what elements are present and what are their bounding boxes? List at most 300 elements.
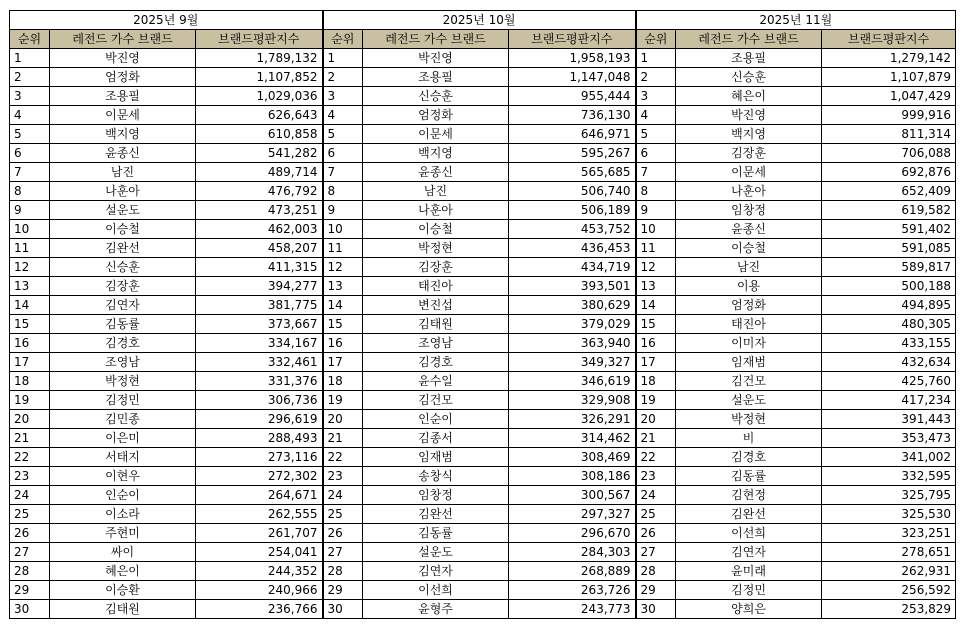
table-row bbox=[10, 144, 956, 163]
rank-cell: 3 bbox=[323, 87, 363, 106]
rank-cell: 22 bbox=[323, 448, 363, 467]
singer-name-cell: 남진 bbox=[50, 163, 196, 182]
reputation-index-cell: 433,155 bbox=[822, 334, 956, 353]
singer-name-cell: 이선희 bbox=[363, 581, 509, 600]
table-row bbox=[10, 68, 956, 87]
rank-cell: 14 bbox=[10, 296, 50, 315]
rank-cell: 14 bbox=[636, 296, 676, 315]
rank-cell: 1 bbox=[10, 49, 50, 68]
rank-cell: 30 bbox=[636, 600, 676, 619]
rank-cell: 5 bbox=[636, 125, 676, 144]
rank-cell: 19 bbox=[10, 391, 50, 410]
singer-name-cell: 박진영 bbox=[50, 49, 196, 68]
table-row bbox=[10, 505, 956, 524]
rank-cell: 18 bbox=[636, 372, 676, 391]
reputation-index-cell: 1,107,852 bbox=[196, 68, 323, 87]
reputation-index-cell: 999,916 bbox=[822, 106, 956, 125]
reputation-index-cell: 325,795 bbox=[822, 486, 956, 505]
singer-name-cell: 박진영 bbox=[676, 106, 822, 125]
reputation-index-cell: 425,760 bbox=[822, 372, 956, 391]
reputation-index-cell: 1,107,879 bbox=[822, 68, 956, 87]
singer-name-cell: 김건모 bbox=[363, 391, 509, 410]
rank-cell: 9 bbox=[636, 201, 676, 220]
index-header: 브랜드평판지수 bbox=[196, 30, 323, 49]
singer-name-cell: 박진영 bbox=[363, 49, 509, 68]
reputation-index-cell: 332,595 bbox=[822, 467, 956, 486]
rank-cell: 3 bbox=[636, 87, 676, 106]
rank-cell: 10 bbox=[323, 220, 363, 239]
singer-name-cell: 김현정 bbox=[676, 486, 822, 505]
rank-cell: 6 bbox=[323, 144, 363, 163]
table-row bbox=[10, 277, 956, 296]
reputation-index-cell: 272,302 bbox=[196, 467, 323, 486]
singer-name-cell: 임재범 bbox=[363, 448, 509, 467]
singer-name-cell: 엄정화 bbox=[50, 68, 196, 87]
table-row bbox=[10, 429, 956, 448]
singer-name-cell: 이소라 bbox=[50, 505, 196, 524]
rank-cell: 17 bbox=[10, 353, 50, 372]
rank-cell: 5 bbox=[10, 125, 50, 144]
reputation-index-cell: 706,088 bbox=[822, 144, 956, 163]
rank-cell: 4 bbox=[636, 106, 676, 125]
singer-name-cell: 남진 bbox=[363, 182, 509, 201]
table-row bbox=[10, 258, 956, 277]
reputation-index-cell: 381,775 bbox=[196, 296, 323, 315]
rank-cell: 15 bbox=[10, 315, 50, 334]
reputation-index-cell: 268,889 bbox=[509, 562, 636, 581]
singer-name-cell: 혜은이 bbox=[50, 562, 196, 581]
reputation-index-cell: 236,766 bbox=[196, 600, 323, 619]
table-row bbox=[10, 163, 956, 182]
reputation-index-cell: 363,940 bbox=[509, 334, 636, 353]
column-header-row bbox=[10, 30, 956, 49]
singer-name-cell: 이문세 bbox=[676, 163, 822, 182]
reputation-index-cell: 332,461 bbox=[196, 353, 323, 372]
rank-cell: 27 bbox=[10, 543, 50, 562]
singer-name-cell: 태진아 bbox=[676, 315, 822, 334]
rank-cell: 15 bbox=[323, 315, 363, 334]
reputation-index-cell: 300,567 bbox=[509, 486, 636, 505]
reputation-index-cell: 264,671 bbox=[196, 486, 323, 505]
singer-name-cell: 이문세 bbox=[50, 106, 196, 125]
singer-name-cell: 임창정 bbox=[676, 201, 822, 220]
reputation-index-cell: 391,443 bbox=[822, 410, 956, 429]
singer-name-cell: 윤수일 bbox=[363, 372, 509, 391]
index-header: 브랜드평판지수 bbox=[509, 30, 636, 49]
rank-cell: 2 bbox=[10, 68, 50, 87]
rank-header: 순위 bbox=[10, 30, 50, 49]
reputation-index-cell: 243,773 bbox=[509, 600, 636, 619]
table-row bbox=[10, 486, 956, 505]
singer-name-cell: 박정현 bbox=[363, 239, 509, 258]
table-row bbox=[10, 315, 956, 334]
singer-name-cell: 조영남 bbox=[50, 353, 196, 372]
singer-name-cell: 김동률 bbox=[363, 524, 509, 543]
table-row bbox=[10, 410, 956, 429]
rank-cell: 7 bbox=[10, 163, 50, 182]
rank-cell: 11 bbox=[323, 239, 363, 258]
table-row bbox=[10, 87, 956, 106]
reputation-index-cell: 506,189 bbox=[509, 201, 636, 220]
reputation-index-cell: 1,147,048 bbox=[509, 68, 636, 87]
singer-name-cell: 인순이 bbox=[363, 410, 509, 429]
reputation-index-cell: 626,643 bbox=[196, 106, 323, 125]
reputation-index-cell: 326,291 bbox=[509, 410, 636, 429]
reputation-index-cell: 308,186 bbox=[509, 467, 636, 486]
brand-reputation-table bbox=[9, 10, 956, 619]
rank-cell: 6 bbox=[636, 144, 676, 163]
rank-cell: 17 bbox=[323, 353, 363, 372]
reputation-index-cell: 393,501 bbox=[509, 277, 636, 296]
rank-cell: 13 bbox=[636, 277, 676, 296]
rank-cell: 16 bbox=[10, 334, 50, 353]
reputation-index-cell: 489,714 bbox=[196, 163, 323, 182]
singer-name-cell: 윤형주 bbox=[363, 600, 509, 619]
reputation-index-cell: 308,469 bbox=[509, 448, 636, 467]
rank-cell: 5 bbox=[323, 125, 363, 144]
singer-name-cell: 신승훈 bbox=[50, 258, 196, 277]
rank-cell: 9 bbox=[10, 201, 50, 220]
rank-cell: 28 bbox=[10, 562, 50, 581]
reputation-index-cell: 256,592 bbox=[822, 581, 956, 600]
rank-cell: 28 bbox=[323, 562, 363, 581]
rank-cell: 13 bbox=[10, 277, 50, 296]
reputation-index-cell: 458,207 bbox=[196, 239, 323, 258]
reputation-index-cell: 541,282 bbox=[196, 144, 323, 163]
rank-cell: 22 bbox=[636, 448, 676, 467]
singer-name-cell: 김완선 bbox=[50, 239, 196, 258]
rank-cell: 18 bbox=[10, 372, 50, 391]
reputation-index-cell: 434,719 bbox=[509, 258, 636, 277]
singer-name-cell: 백지영 bbox=[363, 144, 509, 163]
singer-name-cell: 이선희 bbox=[676, 524, 822, 543]
singer-name-cell: 김완선 bbox=[676, 505, 822, 524]
rank-cell: 23 bbox=[10, 467, 50, 486]
rank-cell: 7 bbox=[323, 163, 363, 182]
rank-cell: 26 bbox=[636, 524, 676, 543]
reputation-index-cell: 379,029 bbox=[509, 315, 636, 334]
rank-cell: 1 bbox=[323, 49, 363, 68]
table-row bbox=[10, 334, 956, 353]
rank-cell: 19 bbox=[323, 391, 363, 410]
singer-name-cell: 김태원 bbox=[50, 600, 196, 619]
rank-cell: 30 bbox=[10, 600, 50, 619]
singer-name-cell: 나훈아 bbox=[363, 201, 509, 220]
singer-name-cell: 김종서 bbox=[363, 429, 509, 448]
reputation-index-cell: 296,670 bbox=[509, 524, 636, 543]
singer-name-cell: 서태지 bbox=[50, 448, 196, 467]
rank-cell: 29 bbox=[636, 581, 676, 600]
reputation-index-cell: 591,085 bbox=[822, 239, 956, 258]
reputation-index-cell: 262,931 bbox=[822, 562, 956, 581]
reputation-index-cell: 329,908 bbox=[509, 391, 636, 410]
rank-cell: 20 bbox=[636, 410, 676, 429]
reputation-index-cell: 1,789,132 bbox=[196, 49, 323, 68]
rank-cell: 26 bbox=[323, 524, 363, 543]
singer-name-cell: 설운도 bbox=[50, 201, 196, 220]
table-row bbox=[10, 524, 956, 543]
rank-cell: 2 bbox=[323, 68, 363, 87]
reputation-index-cell: 1,047,429 bbox=[822, 87, 956, 106]
singer-name-cell: 김연자 bbox=[50, 296, 196, 315]
table-row bbox=[10, 49, 956, 68]
brand-header: 레전드 가수 브랜드 bbox=[676, 30, 822, 49]
rank-cell: 10 bbox=[10, 220, 50, 239]
month-title-sep: 2025년 9월 bbox=[10, 11, 323, 30]
reputation-index-cell: 296,619 bbox=[196, 410, 323, 429]
rank-header: 순위 bbox=[636, 30, 676, 49]
reputation-index-cell: 692,876 bbox=[822, 163, 956, 182]
rank-cell: 25 bbox=[636, 505, 676, 524]
singer-name-cell: 김경호 bbox=[676, 448, 822, 467]
singer-name-cell: 이승철 bbox=[50, 220, 196, 239]
rank-header: 순위 bbox=[323, 30, 363, 49]
singer-name-cell: 백지영 bbox=[50, 125, 196, 144]
rank-cell: 7 bbox=[636, 163, 676, 182]
reputation-index-cell: 346,619 bbox=[509, 372, 636, 391]
rank-cell: 21 bbox=[323, 429, 363, 448]
singer-name-cell: 이용 bbox=[676, 277, 822, 296]
reputation-index-cell: 297,327 bbox=[509, 505, 636, 524]
reputation-index-cell: 811,314 bbox=[822, 125, 956, 144]
rank-cell: 8 bbox=[10, 182, 50, 201]
reputation-index-cell: 453,752 bbox=[509, 220, 636, 239]
singer-name-cell: 김장훈 bbox=[363, 258, 509, 277]
reputation-index-cell: 652,409 bbox=[822, 182, 956, 201]
rank-cell: 15 bbox=[636, 315, 676, 334]
singer-name-cell: 신승훈 bbox=[363, 87, 509, 106]
reputation-index-cell: 476,792 bbox=[196, 182, 323, 201]
singer-name-cell: 태진아 bbox=[363, 277, 509, 296]
reputation-index-cell: 610,858 bbox=[196, 125, 323, 144]
rank-cell: 22 bbox=[10, 448, 50, 467]
rank-cell: 17 bbox=[636, 353, 676, 372]
rank-cell: 2 bbox=[636, 68, 676, 87]
reputation-index-cell: 411,315 bbox=[196, 258, 323, 277]
singer-name-cell: 임재범 bbox=[676, 353, 822, 372]
singer-name-cell: 김완선 bbox=[363, 505, 509, 524]
rank-cell: 19 bbox=[636, 391, 676, 410]
reputation-index-cell: 261,707 bbox=[196, 524, 323, 543]
rank-cell: 20 bbox=[10, 410, 50, 429]
rank-cell: 30 bbox=[323, 600, 363, 619]
singer-name-cell: 이승철 bbox=[676, 239, 822, 258]
singer-name-cell: 윤종신 bbox=[676, 220, 822, 239]
singer-name-cell: 백지영 bbox=[676, 125, 822, 144]
singer-name-cell: 김경호 bbox=[363, 353, 509, 372]
reputation-index-cell: 589,817 bbox=[822, 258, 956, 277]
table-row bbox=[10, 106, 956, 125]
singer-name-cell: 임창정 bbox=[363, 486, 509, 505]
table-row bbox=[10, 220, 956, 239]
reputation-index-cell: 380,629 bbox=[509, 296, 636, 315]
table-row bbox=[10, 562, 956, 581]
reputation-index-cell: 254,041 bbox=[196, 543, 323, 562]
rank-cell: 10 bbox=[636, 220, 676, 239]
rank-cell: 8 bbox=[323, 182, 363, 201]
reputation-index-cell: 1,958,193 bbox=[509, 49, 636, 68]
singer-name-cell: 조용필 bbox=[50, 87, 196, 106]
reputation-index-cell: 417,234 bbox=[822, 391, 956, 410]
reputation-index-cell: 278,651 bbox=[822, 543, 956, 562]
reputation-index-cell: 353,473 bbox=[822, 429, 956, 448]
rank-cell: 16 bbox=[323, 334, 363, 353]
singer-name-cell: 설운도 bbox=[363, 543, 509, 562]
singer-name-cell: 조용필 bbox=[676, 49, 822, 68]
rank-cell: 24 bbox=[10, 486, 50, 505]
month-title-oct: 2025년 10월 bbox=[323, 11, 636, 30]
table-row bbox=[10, 581, 956, 600]
reputation-index-cell: 341,002 bbox=[822, 448, 956, 467]
singer-name-cell: 양희은 bbox=[676, 600, 822, 619]
rank-cell: 26 bbox=[10, 524, 50, 543]
rank-cell: 27 bbox=[636, 543, 676, 562]
rank-cell: 18 bbox=[323, 372, 363, 391]
reputation-index-cell: 373,667 bbox=[196, 315, 323, 334]
rank-cell: 23 bbox=[636, 467, 676, 486]
table-row bbox=[10, 467, 956, 486]
rank-cell: 24 bbox=[636, 486, 676, 505]
reputation-index-cell: 646,971 bbox=[509, 125, 636, 144]
singer-name-cell: 김장훈 bbox=[676, 144, 822, 163]
singer-name-cell: 혜은이 bbox=[676, 87, 822, 106]
month-title-nov: 2025년 11월 bbox=[636, 11, 956, 30]
table-row bbox=[10, 201, 956, 220]
singer-name-cell: 나훈아 bbox=[50, 182, 196, 201]
rank-cell: 25 bbox=[10, 505, 50, 524]
rank-cell: 29 bbox=[323, 581, 363, 600]
rank-cell: 6 bbox=[10, 144, 50, 163]
singer-name-cell: 김정민 bbox=[676, 581, 822, 600]
brand-header: 레전드 가수 브랜드 bbox=[363, 30, 509, 49]
table-row bbox=[10, 296, 956, 315]
rank-cell: 29 bbox=[10, 581, 50, 600]
singer-name-cell: 박정현 bbox=[676, 410, 822, 429]
singer-name-cell: 조용필 bbox=[363, 68, 509, 87]
singer-name-cell: 주현미 bbox=[50, 524, 196, 543]
table-row bbox=[10, 372, 956, 391]
reputation-index-cell: 331,376 bbox=[196, 372, 323, 391]
reputation-index-cell: 334,167 bbox=[196, 334, 323, 353]
singer-name-cell: 인순이 bbox=[50, 486, 196, 505]
rank-cell: 12 bbox=[10, 258, 50, 277]
singer-name-cell: 이미자 bbox=[676, 334, 822, 353]
reputation-index-cell: 432,634 bbox=[822, 353, 956, 372]
rank-cell: 16 bbox=[636, 334, 676, 353]
table-row bbox=[10, 125, 956, 144]
rank-cell: 20 bbox=[323, 410, 363, 429]
reputation-index-cell: 253,829 bbox=[822, 600, 956, 619]
singer-name-cell: 김태원 bbox=[363, 315, 509, 334]
singer-name-cell: 신승훈 bbox=[676, 68, 822, 87]
table-row bbox=[10, 391, 956, 410]
reputation-index-cell: 240,966 bbox=[196, 581, 323, 600]
reputation-index-cell: 273,116 bbox=[196, 448, 323, 467]
singer-name-cell: 김민종 bbox=[50, 410, 196, 429]
singer-name-cell: 김건모 bbox=[676, 372, 822, 391]
singer-name-cell: 김동률 bbox=[50, 315, 196, 334]
reputation-index-cell: 480,305 bbox=[822, 315, 956, 334]
reputation-index-cell: 349,327 bbox=[509, 353, 636, 372]
singer-name-cell: 윤미래 bbox=[676, 562, 822, 581]
reputation-index-cell: 314,462 bbox=[509, 429, 636, 448]
singer-name-cell: 변진섭 bbox=[363, 296, 509, 315]
rank-cell: 24 bbox=[323, 486, 363, 505]
ranking-body bbox=[10, 49, 956, 619]
reputation-index-cell: 1,279,142 bbox=[822, 49, 956, 68]
reputation-index-cell: 473,251 bbox=[196, 201, 323, 220]
reputation-index-cell: 955,444 bbox=[509, 87, 636, 106]
reputation-index-cell: 244,352 bbox=[196, 562, 323, 581]
singer-name-cell: 윤종신 bbox=[363, 163, 509, 182]
singer-name-cell: 비 bbox=[676, 429, 822, 448]
rank-cell: 3 bbox=[10, 87, 50, 106]
singer-name-cell: 송창식 bbox=[363, 467, 509, 486]
rank-cell: 25 bbox=[323, 505, 363, 524]
singer-name-cell: 이은미 bbox=[50, 429, 196, 448]
rank-cell: 1 bbox=[636, 49, 676, 68]
reputation-index-cell: 263,726 bbox=[509, 581, 636, 600]
rank-cell: 21 bbox=[636, 429, 676, 448]
rank-cell: 21 bbox=[10, 429, 50, 448]
rank-cell: 12 bbox=[323, 258, 363, 277]
reputation-index-cell: 591,402 bbox=[822, 220, 956, 239]
rank-cell: 13 bbox=[323, 277, 363, 296]
reputation-index-cell: 500,188 bbox=[822, 277, 956, 296]
table-row bbox=[10, 182, 956, 201]
singer-name-cell: 엄정화 bbox=[363, 106, 509, 125]
table-row bbox=[10, 600, 956, 619]
singer-name-cell: 남진 bbox=[676, 258, 822, 277]
table-row bbox=[10, 543, 956, 562]
reputation-index-cell: 325,530 bbox=[822, 505, 956, 524]
rank-cell: 4 bbox=[10, 106, 50, 125]
reputation-index-cell: 288,493 bbox=[196, 429, 323, 448]
rank-cell: 11 bbox=[10, 239, 50, 258]
reputation-index-cell: 284,303 bbox=[509, 543, 636, 562]
singer-name-cell: 이문세 bbox=[363, 125, 509, 144]
singer-name-cell: 설운도 bbox=[676, 391, 822, 410]
ranking-tables bbox=[9, 10, 955, 619]
reputation-index-cell: 736,130 bbox=[509, 106, 636, 125]
rank-cell: 8 bbox=[636, 182, 676, 201]
reputation-index-cell: 462,003 bbox=[196, 220, 323, 239]
reputation-index-cell: 619,582 bbox=[822, 201, 956, 220]
rank-cell: 11 bbox=[636, 239, 676, 258]
rank-cell: 27 bbox=[323, 543, 363, 562]
singer-name-cell: 싸이 bbox=[50, 543, 196, 562]
reputation-index-cell: 565,685 bbox=[509, 163, 636, 182]
singer-name-cell: 김경호 bbox=[50, 334, 196, 353]
singer-name-cell: 김연자 bbox=[676, 543, 822, 562]
singer-name-cell: 박정현 bbox=[50, 372, 196, 391]
table-row bbox=[10, 448, 956, 467]
singer-name-cell: 나훈아 bbox=[676, 182, 822, 201]
month-title-row bbox=[10, 11, 956, 30]
singer-name-cell: 이승철 bbox=[363, 220, 509, 239]
singer-name-cell: 김동률 bbox=[676, 467, 822, 486]
table-row bbox=[10, 353, 956, 372]
index-header: 브랜드평판지수 bbox=[822, 30, 956, 49]
rank-cell: 12 bbox=[636, 258, 676, 277]
reputation-index-cell: 494,895 bbox=[822, 296, 956, 315]
singer-name-cell: 이현우 bbox=[50, 467, 196, 486]
table-row bbox=[10, 239, 956, 258]
singer-name-cell: 이승환 bbox=[50, 581, 196, 600]
reputation-index-cell: 323,251 bbox=[822, 524, 956, 543]
brand-header: 레전드 가수 브랜드 bbox=[50, 30, 196, 49]
rank-cell: 4 bbox=[323, 106, 363, 125]
